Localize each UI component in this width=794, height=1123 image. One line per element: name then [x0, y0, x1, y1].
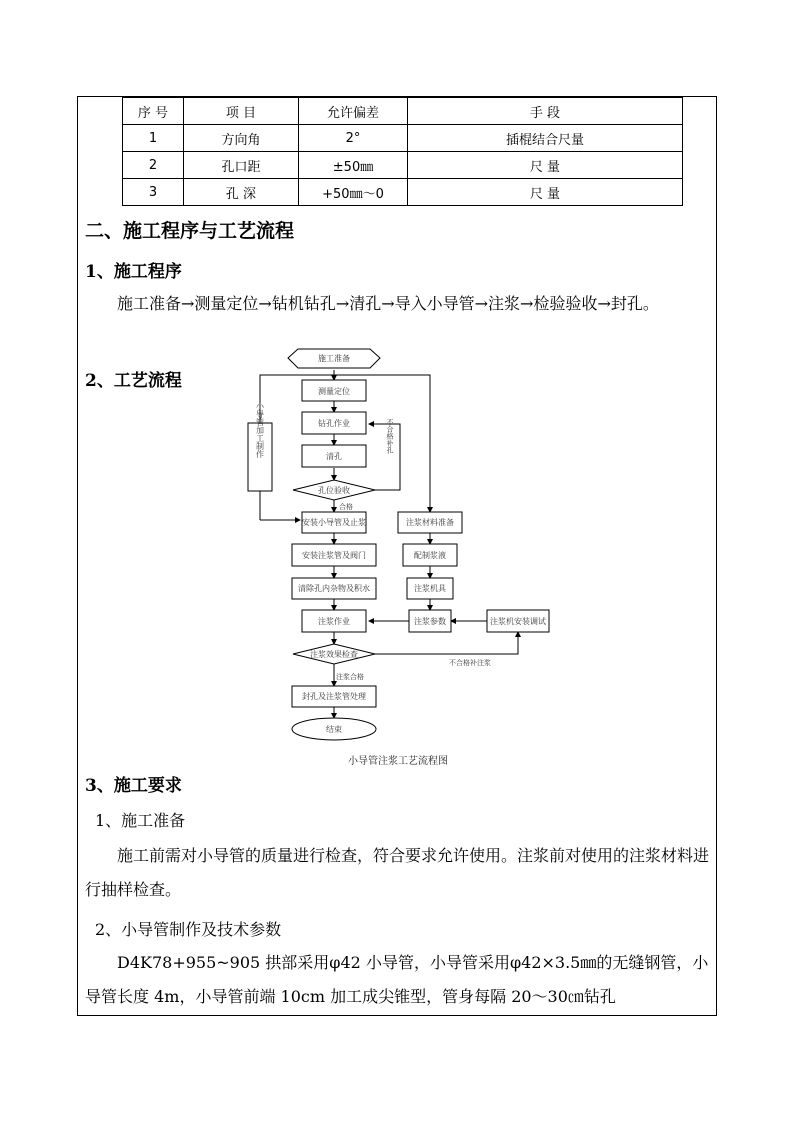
sub1-text: 施工前需对小导管的质量进行检查，符合要求允许使用。注浆前对使用的注浆材料进行抽样检查。	[85, 846, 710, 899]
cell-no: 2	[123, 152, 184, 179]
section3-title: 3、施工要求	[85, 776, 182, 796]
flow-box-7: 注浆作业	[318, 617, 350, 626]
flow-label-fail: 不合格补注浆	[449, 659, 491, 667]
flow-box-4: 安装小导管及止浆	[302, 518, 366, 527]
flow-label-pass: 合格	[339, 503, 353, 511]
flow-left-vertical: 小导管加工制作	[255, 402, 265, 458]
flow-end: 结束	[326, 725, 342, 734]
header-means: 手 段	[408, 98, 683, 125]
flow-decision-1: 孔位验收	[318, 486, 350, 495]
flow-right-1: 注浆材料准备	[406, 518, 454, 527]
flow-box-6: 清除孔内杂物及积水	[298, 584, 370, 593]
flow-box-2: 钻孔作业	[318, 419, 350, 428]
section2-sub2-title: 2、工艺流程	[85, 371, 182, 391]
header-item: 项 目	[184, 98, 299, 125]
section2-sub1-title: 1、施工程序	[85, 262, 182, 282]
section3-sub1-text	[85, 839, 711, 907]
cell-item: 方向角	[184, 125, 299, 152]
flow-right-2: 配制浆液	[414, 551, 446, 560]
cell-means: 尺 量	[408, 179, 683, 206]
flow-box-8: 封孔及注浆管处理	[302, 692, 366, 701]
sub1-text: 施工准备→测量定位→钻机钻孔→清孔→导入小导管→注浆→检验验收→封孔。	[117, 294, 659, 313]
cell-means: 插棍结合尺量	[408, 125, 683, 152]
flowchart	[240, 344, 570, 774]
section2-sub1-text	[85, 287, 711, 321]
table-header-row	[123, 98, 683, 125]
header-no: 序 号	[123, 98, 184, 125]
sub2-text: D4K78+955~905 拱部采用φ42 小导管，小导管采用φ42×3.5㎜的无缝钢管，小导管长度 4m，小导管前端 10cm 加工成尖锥型，管身每隔 20～30㎝钻孔	[85, 953, 709, 1006]
section3-sub2-text	[85, 946, 711, 1014]
section2-title: 二、施工程序与工艺流程	[85, 220, 295, 242]
cell-means: 尺 量	[408, 152, 683, 179]
cell-item: 孔 深	[184, 179, 299, 206]
flow-label-ok: 注浆合格	[336, 673, 364, 681]
cell-no: 3	[123, 179, 184, 206]
flow-mid-vertical: 不合格补孔	[386, 418, 394, 454]
tolerance-table	[122, 97, 683, 206]
table-row	[123, 152, 683, 179]
cell-tolerance: 2°	[299, 125, 408, 152]
cell-tolerance: +50㎜～0	[299, 179, 408, 206]
flow-box-1: 测量定位	[318, 387, 350, 396]
cell-no: 1	[123, 125, 184, 152]
flow-far-right: 注浆机安装调试	[490, 617, 546, 626]
table-row	[123, 179, 683, 206]
section3-sub1-title: 1、施工准备	[95, 811, 186, 830]
flow-box-3: 清孔	[326, 452, 342, 461]
flow-right-3: 注浆机具	[414, 584, 446, 593]
header-tolerance: 允许偏差	[299, 98, 408, 125]
flow-right-4: 注浆参数	[414, 617, 446, 626]
flow-decision-2: 注浆效果检查	[310, 650, 358, 659]
table-row	[123, 125, 683, 152]
cell-item: 孔口距	[184, 152, 299, 179]
flow-start: 施工准备	[318, 354, 350, 363]
section3-sub2-title: 2、小导管制作及技术参数	[95, 920, 282, 939]
flow-caption: 小导管注浆工艺流程图	[348, 756, 448, 767]
cell-tolerance: ±50㎜	[299, 152, 408, 179]
flow-box-5: 安装注浆管及阀门	[302, 551, 366, 560]
